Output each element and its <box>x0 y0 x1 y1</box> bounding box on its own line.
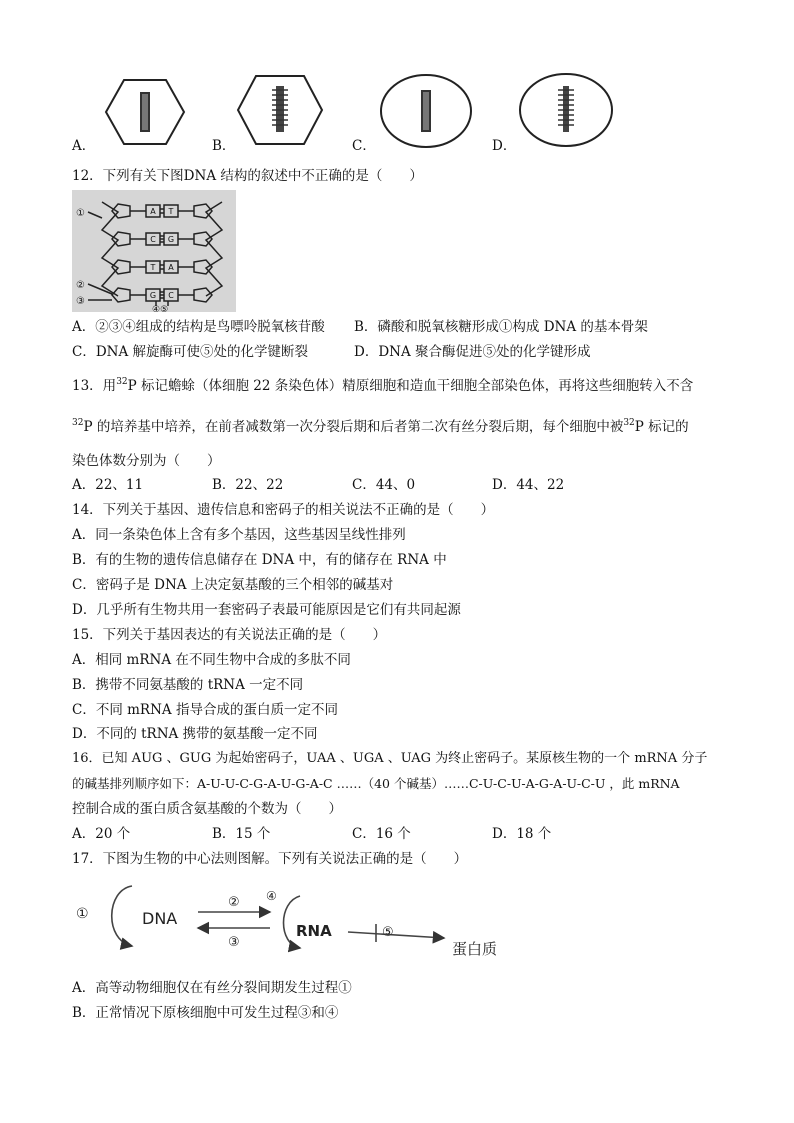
q16-line-3: 控制合成的蛋白质含氨基酸的个数为（ ） <box>72 801 342 817</box>
q13-option-b: B．22、22 <box>212 477 284 493</box>
protein-label: 蛋白质 <box>452 940 498 958</box>
rna-label: RNA <box>296 922 332 940</box>
q12-stem: 12．下列有关下图DNA 结构的叙述中不正确的是（ ） <box>72 168 423 184</box>
q12-option-d: D．DNA 聚合酶促进⑤处的化学键形成 <box>354 344 591 360</box>
label-3: ③ <box>76 296 85 307</box>
process-1-label: ① <box>76 906 89 922</box>
base-1-left: A <box>150 207 156 216</box>
cell-figure-a <box>102 76 188 148</box>
base-1-right: T <box>168 207 174 216</box>
q13-option-c: C．44、0 <box>352 477 416 493</box>
option-a-label: A． <box>72 138 96 154</box>
option-d-label: D． <box>492 138 517 154</box>
q17-stem: 17．下图为生物的中心法则图解。下列有关说法正确的是（ ） <box>72 851 468 867</box>
q16-line-1: 16．已知 AUG 、GUG 为起始密码子，UAA 、UGA 、UAG 为终止密码子。某原核生物的一个 mRNA 分子 <box>72 751 708 766</box>
base-2-left: C <box>150 235 156 244</box>
base-4-left: G <box>149 291 157 300</box>
q15-option-b: B．携带不同氨基酸的 tRNA 一定不同 <box>72 677 304 693</box>
q15-stem: 15．下列关于基因表达的有关说法正确的是（ ） <box>72 627 387 643</box>
q13-line-2: $^{32}$P 的培养基中培养，在前者减数第一次分裂后期和后者第二次有丝分裂后期，每个细胞中被$^{32}$P 标记的 <box>72 418 689 435</box>
dna-structure-figure <box>72 190 236 312</box>
cell-figure-d <box>516 70 616 150</box>
option-b-label: B． <box>212 138 236 154</box>
q16-option-d: D．18 个 <box>492 826 552 842</box>
q15-option-a: A．相同 mRNA 在不同生物中合成的多肽不同 <box>72 652 351 668</box>
option-c-label: C． <box>352 138 376 154</box>
q12-option-a: A．②③④组成的结构是鸟嘌呤脱氧核苷酸 <box>72 319 325 335</box>
process-3-label: ③ <box>228 935 240 950</box>
label-2: ② <box>76 280 85 291</box>
cell-figure-c <box>378 72 474 150</box>
label-4-5: ④⑤ <box>152 305 169 312</box>
central-dogma-diagram <box>70 872 520 968</box>
process-4-label: ④ <box>266 889 277 903</box>
q16-option-a: A．20 个 <box>72 826 131 842</box>
q14-option-b: B．有的生物的遗传信息储存在 DNA 中，有的储存在 RNA 中 <box>72 552 447 568</box>
label-1: ① <box>76 208 85 219</box>
q13-option-d: D．44、22 <box>492 477 565 493</box>
q14-stem: 14．下列关于基因、遗传信息和密码子的相关说法不正确的是（ ） <box>72 502 495 518</box>
q16-option-b: B．15 个 <box>212 826 271 842</box>
q15-option-d: D．不同的 tRNA 携带的氨基酸一定不同 <box>72 726 318 742</box>
dna-label: DNA <box>142 909 178 928</box>
q17-option-a: A．高等动物细胞仅在有丝分裂间期发生过程① <box>72 980 352 996</box>
process-5-label: ⑤ <box>382 925 394 940</box>
q12-option-c: C．DNA 解旋酶可使⑤处的化学键断裂 <box>72 344 309 360</box>
q16-line-2: 的碱基排列顺序如下：A-U-U-C-G-A-U-G-A-C ……（40 个碱基）……C-U-C-U-A-G-A-U-C-U ，此 mRNA <box>72 776 680 791</box>
q12-option-b: B．磷酸和脱氧核糖形成①构成 DNA 的基本骨架 <box>354 319 648 335</box>
base-3-left: T <box>150 263 156 272</box>
base-2-right: G <box>167 235 175 244</box>
q13-line-3: 染色体数分别为（ ） <box>72 453 221 469</box>
q15-option-c: C．不同 mRNA 指导合成的蛋白质一定不同 <box>72 702 338 718</box>
base-4-right: C <box>168 291 174 300</box>
q14-option-d: D．几乎所有生物共用一套密码子表最可能原因是它们有共同起源 <box>72 602 461 618</box>
q16-option-c: C．16 个 <box>352 826 411 842</box>
q13-option-a: A．22、11 <box>72 477 144 493</box>
q17-option-b: B．正常情况下原核细胞中可发生过程③和④ <box>72 1005 339 1021</box>
q14-option-a: A．同一条染色体上含有多个基因，这些基因呈线性排列 <box>72 527 406 543</box>
q14-option-c: C．密码子是 DNA 上决定氨基酸的三个相邻的碱基对 <box>72 577 394 593</box>
q13-line-1: 13．用$^{32}$P 标记蟾蜍（体细胞 22 条染色体）精原细胞和造血干细胞全部染色体，再将这些细胞转入不含 <box>72 377 694 394</box>
process-2-label: ② <box>228 895 240 910</box>
base-3-right: A <box>168 263 174 272</box>
cell-figure-b <box>234 72 326 148</box>
